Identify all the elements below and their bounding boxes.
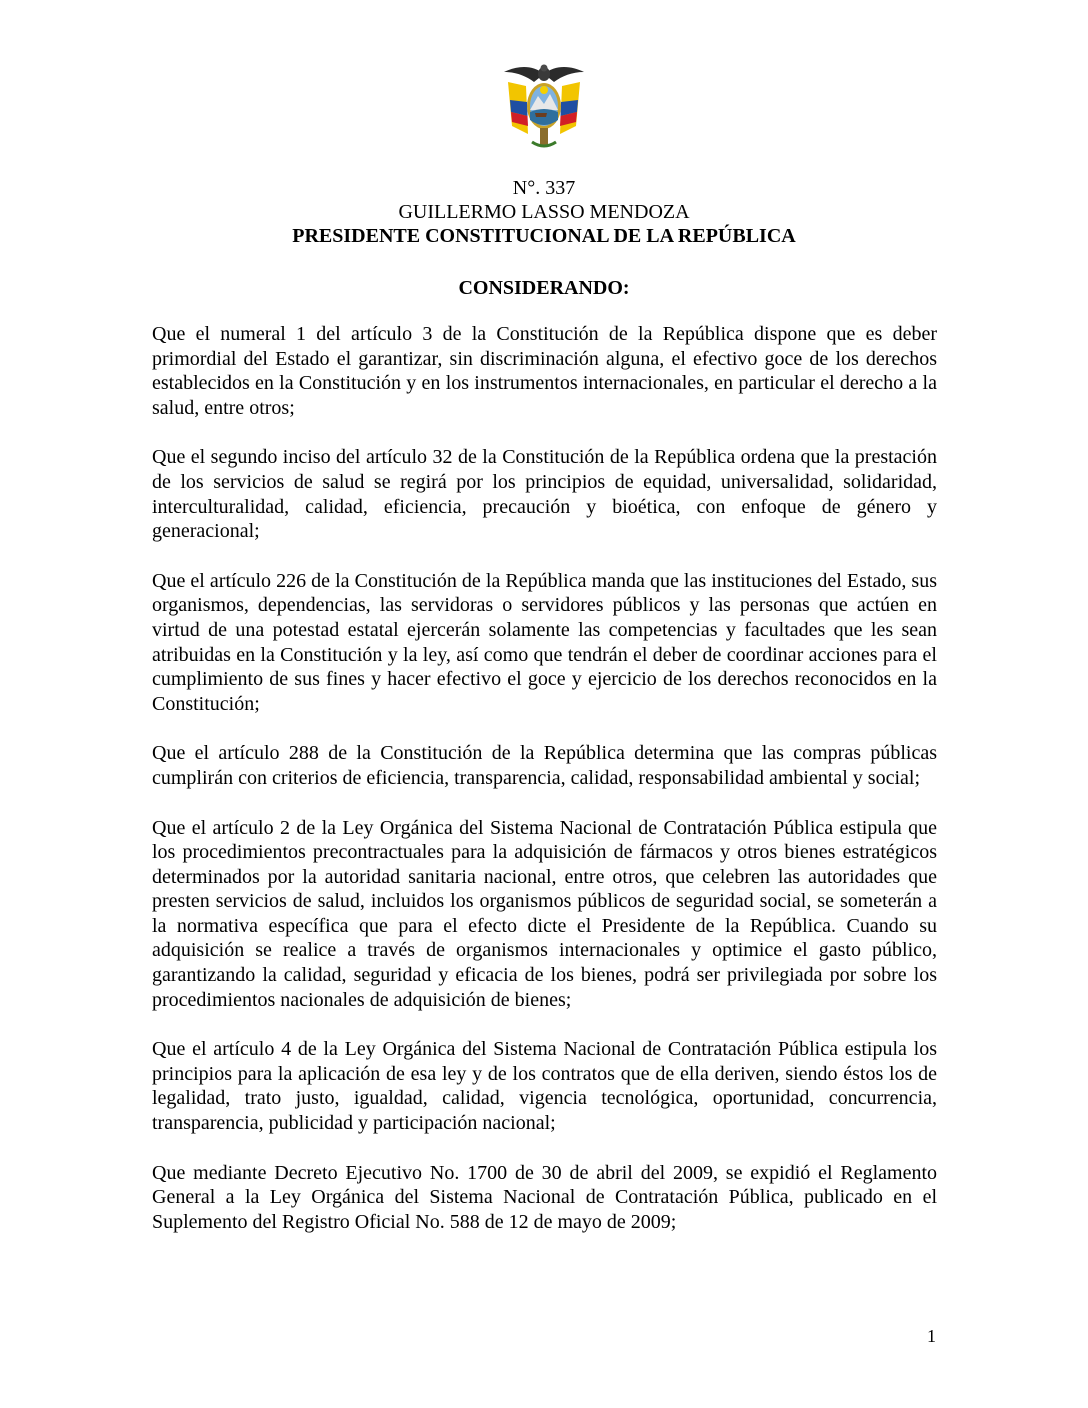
document-header xyxy=(0,176,1088,248)
paragraph: Que el numeral 1 del artículo 3 de la Constitución de la República dispone que es deber primordial del Estado el garantizar, sin discriminación alguna, el efectivo goce de los derechos establecidos en la Constitución y en los instrumentos internacionales, en particular el derecho a la salud, entre otros; xyxy=(152,323,937,419)
paragraph: Que el artículo 4 de la Ley Orgánica del Sistema Nacional de Contratación Pública estipula los principios para la aplicación de esa ley y de los contratos que de ella deriven, siendo éstos los de legalidad, trato justo, igualdad, calidad, vigencia tecnológica, oportunidad, concurrencia, transparencia, publicidad y participación nacional; xyxy=(152,1038,937,1135)
paragraph: Que el artículo 288 de la Constitución de la República determina que las compras públicas cumplirán con criterios de eficiencia, transparencia, calidad, responsabilidad ambiental y social; xyxy=(152,742,937,789)
decree-number: N°. 337 xyxy=(512,177,576,199)
page-number: 1 xyxy=(927,1326,936,1346)
president-office: PRESIDENTE CONSTITUCIONAL DE LA REPÚBLICA xyxy=(292,225,796,247)
document-body xyxy=(152,322,937,1259)
president-name: GUILLERMO LASSO MENDOZA xyxy=(398,201,690,223)
coat-of-arms-icon xyxy=(502,60,586,152)
paragraph: Que el segundo inciso del artículo 32 de la Constitución de la República ordena que la prestación de los servicios de salud se regirá por los principios de equidad, universalidad, solidaridad, interculturalidad, calidad, eficiencia, precaución y bioética, con enfoque de género y generacional; xyxy=(152,446,937,543)
paragraph: Que mediante Decreto Ejecutivo No. 1700 de 30 de abril del 2009, se expidió el Reglamento General a la Ley Orgánica del Sistema Nacional de Contratación Pública, publicado en el Suplemento del Registro Oficial No. 588 de 12 de mayo de 2009; xyxy=(152,1161,937,1233)
considerando-heading: CONSIDERANDO: xyxy=(458,277,630,299)
coat-of-arms-graphic xyxy=(502,60,586,152)
paragraph: Que el artículo 226 de la Constitución de la República manda que las instituciones del Estado, sus organismos, dependencias, las servidoras o servidores públicos y las personas que actúen en virtud de una potestad estatal ejercerán solamente las competencias y facultades que les sean atribuidas en la Constitución y la ley, así como que tendrán el deber de coordinar acciones para el cumplimiento de sus fines y hacer efectivo el goce y ejercicio de los derechos reconocidos en la Constitución; xyxy=(152,569,937,715)
paragraph: Que el artículo 2 de la Ley Orgánica del Sistema Nacional de Contratación Pública estipula que los procedimientos precontractuales para la adquisición de fármacos y otros bienes estratégicos determinados por la autoridad sanitaria nacional, entre otros, que celebren las autoridades que presten servicios de salud, incluidos los organismos públicos de seguridad social, se someterán a la normativa específica que para el efecto dicte el Presidente de la República. Cuando su adquisición se realice a través de organismos internacionales y optimice el gasto público, garantizando la calidad, seguridad y eficacia de los bienes, podrá ser privilegiada por sobre los procedimientos nacionales de adquisición de bienes; xyxy=(152,816,937,1011)
